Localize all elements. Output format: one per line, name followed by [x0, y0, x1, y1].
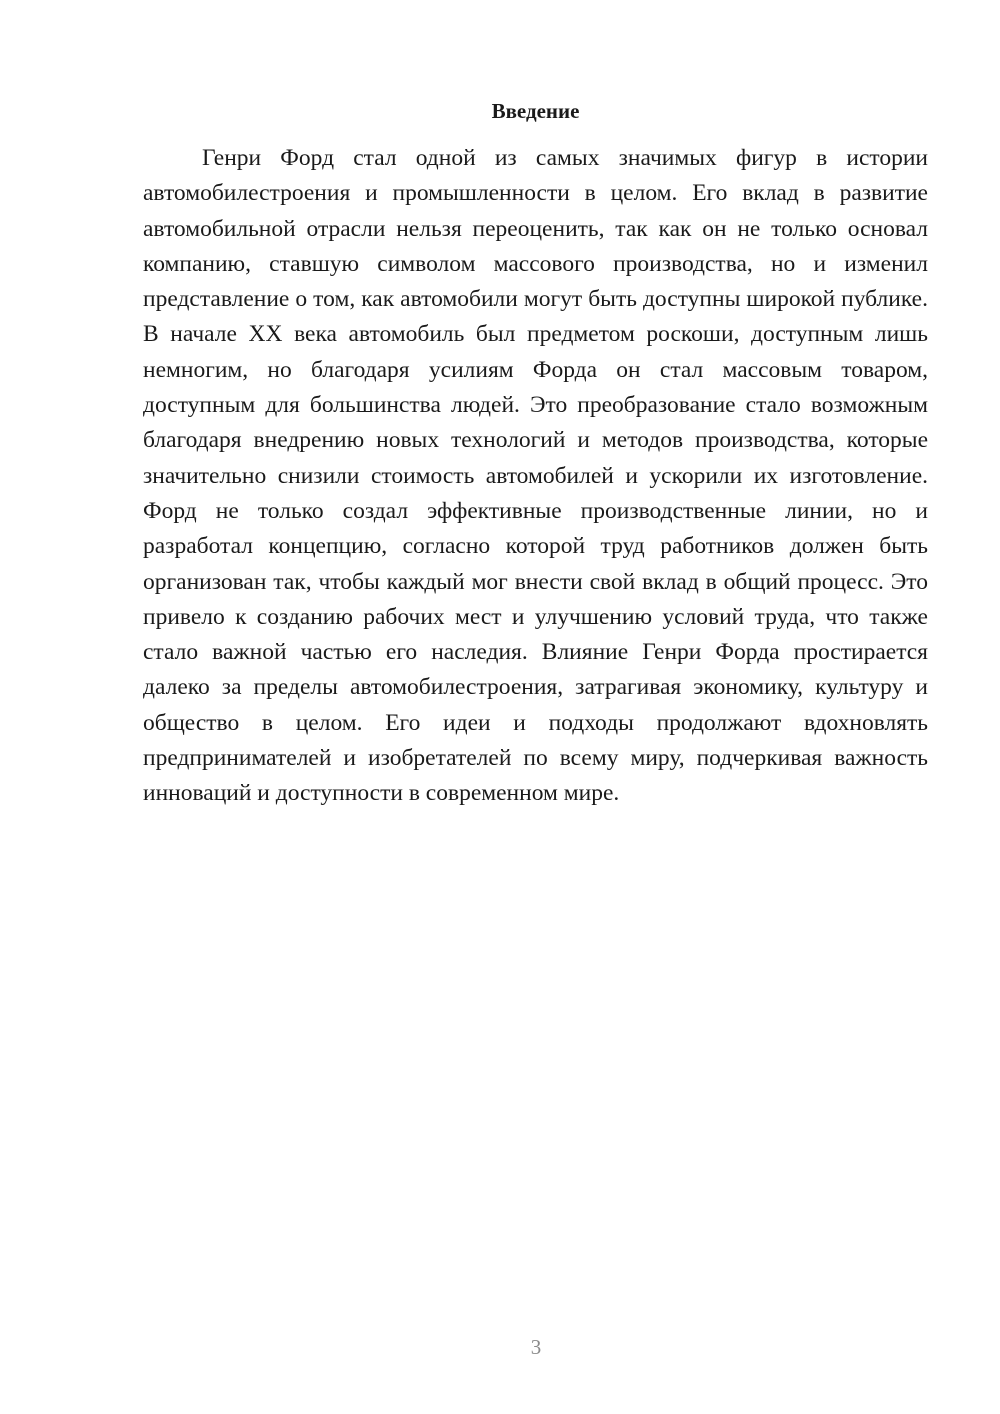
section-heading: Введение [491, 99, 580, 123]
body-paragraph: Генри Форд стал одной из самых значимых фигур в истории автомобилестроения и промышленности в целом. Его вклад в развитие автомобильной отрасли нельзя переоценить, так как он не только основал компанию, ставшую символом массового производства, но и изменил представление о том, как автомобили могут быть доступны широкой публике. В начале XX века автомобиль был предметом роскоши, доступным лишь немногим, но благодаря усилиям Форда он стал массовым товаром, доступным для большинства людей. Это преобразование стало возможным благодаря внедрению новых технологий и методов производства, которые значительно снизили стоимость автомобилей и ускорили их изготовление. Форд не только создал эффективные производственные линии, но и разработал концепцию, согласно которой труд работников должен быть организован так, чтобы каждый мог внести свой вклад в общий процесс. Это привело к созданию рабочих мест и улучшению условий труда, что также стало важной частью его наследия. Влияние Генри Форда простирается далеко за пределы автомобилестроения, затрагивая экономику, культуру и общество в целом. Его идеи и подходы продолжают вдохновлять предпринимателей и изобретателей по всему миру, подчеркивая важность инноваций и доступности в современном мире. [143, 145, 928, 807]
page-number: 3 [530, 1335, 542, 1359]
